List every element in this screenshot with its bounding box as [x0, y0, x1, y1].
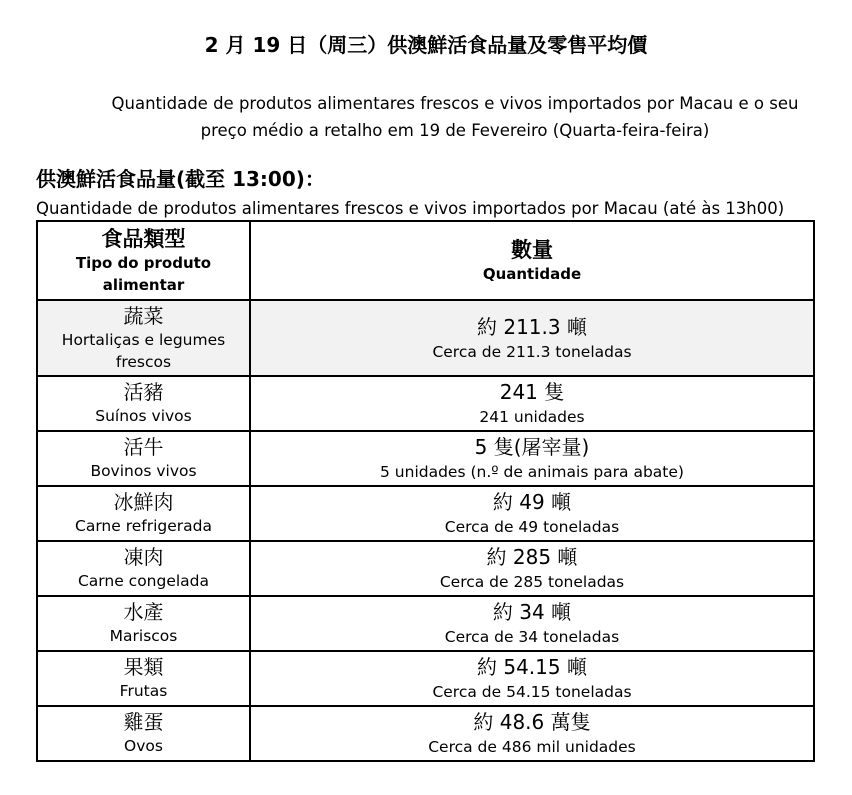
quantity-cn: 約 48.6 萬隻 — [473, 710, 591, 734]
subtitle-line-1: Quantidade de produtos alimentares frescos e vivos importados por Macau e o seu — [111, 94, 799, 113]
food-type-cn: 果類 — [123, 655, 164, 679]
food-type-cell — [37, 300, 250, 376]
food-type-cn: 蔬菜 — [123, 303, 164, 328]
section-heading: 供澳鮮活食品量(截至 13:00)： — [36, 167, 325, 191]
header-quantity-pt: Quantidade — [482, 264, 582, 283]
quantity-cn: 241 隻 — [499, 380, 565, 404]
food-type-pt: Suínos vivos — [95, 407, 192, 425]
subtitle-line-2: preço médio a retalho em 19 de Fevereiro (Quarta-feira-feira) — [200, 121, 710, 140]
food-type-cell — [37, 651, 250, 706]
quantity-pt: Cerca de 54.15 toneladas — [432, 683, 632, 701]
quantity-cell — [250, 706, 814, 761]
quantity-cn: 約 211.3 噸 — [477, 314, 587, 339]
food-type-pt: Ovos — [124, 737, 163, 755]
quantity-cell — [250, 651, 814, 706]
table-row — [37, 706, 814, 761]
food-type-cell — [37, 376, 250, 431]
table-row — [37, 376, 814, 431]
food-type-pt: Bovinos vivos — [90, 462, 197, 480]
food-type-cn: 活牛 — [123, 435, 164, 459]
food-type-cn: 水產 — [123, 600, 164, 624]
quantity-cell — [250, 300, 814, 376]
table-row — [37, 486, 814, 541]
food-type-cell — [37, 486, 250, 541]
quantity-cn: 約 49 噸 — [492, 490, 572, 514]
quantity-cell — [250, 486, 814, 541]
header-food-type-cn: 食品類型 — [101, 226, 186, 251]
food-type-pt: Mariscos — [109, 627, 178, 645]
food-type-cn: 冰鮮肉 — [113, 490, 174, 514]
header-food-type — [37, 221, 250, 300]
food-type-pt: Carne refrigerada — [75, 517, 212, 535]
food-type-cell — [37, 706, 250, 761]
food-type-cell — [37, 541, 250, 596]
food-type-cn: 雞蛋 — [123, 710, 164, 734]
quantity-pt: 5 unidades (n.º de animais para abate) — [380, 463, 684, 481]
quantity-cn: 5 隻(屠宰量) — [474, 435, 590, 459]
food-type-cell — [37, 596, 250, 651]
header-quantity-cn: 數量 — [511, 237, 553, 262]
quantity-pt: Cerca de 211.3 toneladas — [432, 342, 632, 361]
quantity-cn: 約 285 噸 — [486, 545, 578, 569]
food-type-cn: 凍肉 — [123, 545, 164, 569]
quantity-cell — [250, 541, 814, 596]
quantity-pt: Cerca de 285 toneladas — [439, 573, 625, 591]
food-type-pt: Hortaliças e legumes frescos — [61, 330, 226, 371]
quantity-cell — [250, 596, 814, 651]
quantity-pt: Cerca de 49 toneladas — [444, 518, 620, 536]
food-type-cell — [37, 431, 250, 486]
quantity-cn: 約 34 噸 — [492, 600, 572, 624]
food-type-pt: Carne congelada — [77, 572, 210, 590]
quantity-pt: Cerca de 34 toneladas — [444, 628, 620, 646]
page-subtitle — [60, 90, 850, 144]
table-row — [37, 431, 814, 486]
header-quantity — [250, 221, 814, 300]
quantity-pt: 241 unidades — [479, 408, 585, 426]
quantity-cell — [250, 376, 814, 431]
table-row — [37, 651, 814, 706]
table-row — [37, 541, 814, 596]
page-title: 2 月 19 日（周三）供澳鮮活食品量及零售平均價 — [204, 33, 648, 57]
quantity-cn: 約 54.15 噸 — [477, 655, 587, 679]
food-type-cn: 活豬 — [123, 380, 164, 404]
table-header-row — [37, 221, 814, 300]
header-food-type-pt: Tipo do produto alimentar — [75, 253, 212, 294]
quantity-table — [36, 220, 815, 762]
food-type-pt: Frutas — [119, 682, 168, 700]
quantity-cell — [250, 431, 814, 486]
table-row — [37, 300, 814, 376]
quantity-pt: Cerca de 486 mil unidades — [428, 738, 636, 756]
section-subheading: Quantidade de produtos alimentares frescos e vivos importados por Macau (até às 13h00) — [36, 199, 785, 218]
table-row — [37, 596, 814, 651]
